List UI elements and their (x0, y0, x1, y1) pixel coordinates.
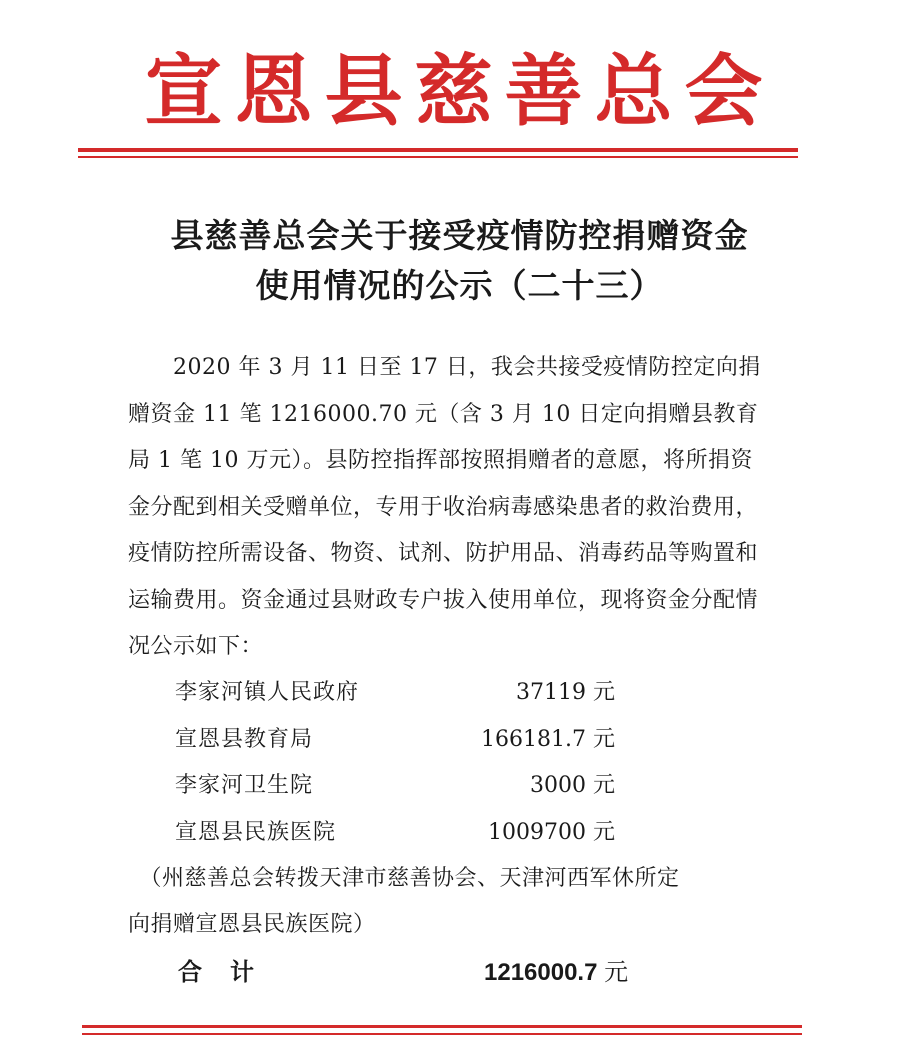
allocation-amount: 37119 元 (516, 680, 615, 705)
allocation-note-line-2: 向捐赠宣恩县民族医院） (128, 912, 376, 937)
allocation-amount: 166181.7 元 (481, 727, 615, 752)
total-amount-unit: 元 (604, 958, 629, 986)
allocation-recipient: 宣恩县教育局 (175, 727, 314, 752)
allocation-recipient: 李家河镇人民政府 (175, 680, 360, 705)
doc-title-line-2: 使用情况的公示（二十三） (255, 266, 664, 305)
total-label: 合计 (178, 957, 282, 986)
body-line-1: 2020 年 3 月 11 日至 17 日，我会共接受疫情防控定向捐 (128, 355, 761, 380)
allocation-note-line-1: （州慈善总会转拨天津市慈善协会、天津河西军休所定 (128, 866, 680, 891)
footer-rule-thick (82, 1025, 802, 1028)
total-amount (484, 952, 628, 987)
body-line-3: 局 1 笔 10 万元）。县防控指挥部按照捐赠者的意愿，将所捐资 (128, 448, 753, 473)
letterhead-rule-thick (78, 148, 798, 152)
letterhead-rule-thin (78, 156, 798, 158)
body-line-4: 金分配到相关受赠单位，专用于收治病毒感染患者的救治费用， (128, 495, 759, 520)
allocation-amount: 3000 元 (530, 773, 615, 798)
body-line-7: 况公示如下： (128, 634, 264, 659)
footer-rule-thin (82, 1033, 802, 1035)
letterhead-org-name: 宣恩县慈善总会 (144, 46, 775, 137)
allocation-recipient: 李家河卫生院 (175, 773, 314, 798)
total-amount-value: 1216000.7 (484, 959, 598, 986)
body-line-2: 赠资金 11 笔 1216000.70 元（含 3 月 10 日定向捐赠县教育 (128, 402, 759, 427)
body-line-6: 运输费用。资金通过县财政专户拔入使用单位，现将资金分配情 (128, 588, 759, 613)
allocation-amount: 1009700 元 (488, 820, 615, 845)
body-line-5: 疫情防控所需设备、物资、试剂、防护用品、消毒药品等购置和 (128, 541, 759, 566)
doc-title-line-1: 县慈善总会关于接受疫情防控捐赠资金 (170, 216, 749, 255)
allocation-recipient: 宣恩县民族医院 (175, 820, 337, 845)
